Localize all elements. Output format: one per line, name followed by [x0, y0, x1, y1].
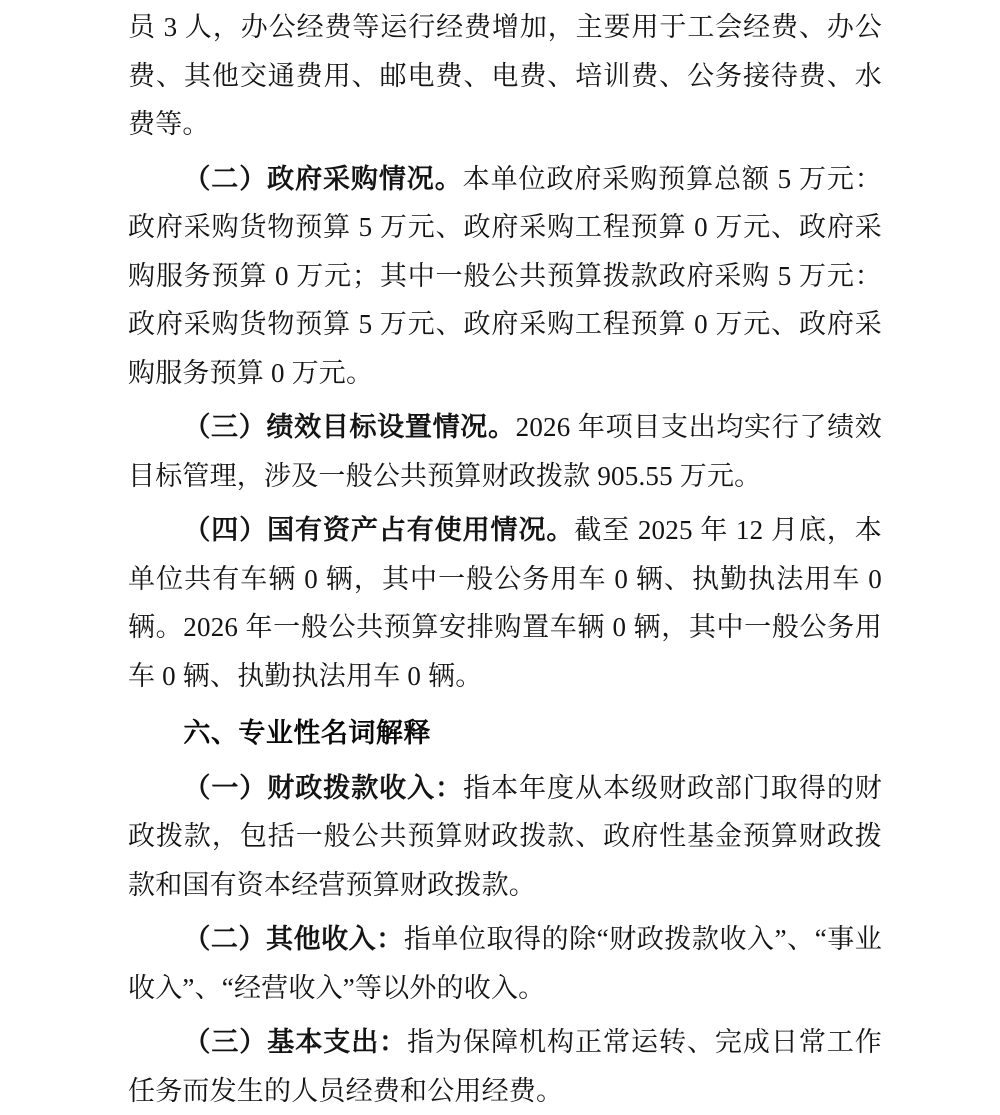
paragraph-lead: （二）政府采购情况。	[183, 163, 463, 194]
paragraph-text: 指单位取得的除“财政拨款收入”、“事业收入”、“经营收入”等以外的收入。	[128, 924, 882, 1003]
paragraph-government-procurement	[128, 155, 882, 398]
paragraph-state-assets	[128, 506, 882, 700]
paragraph-term-other-income	[128, 915, 882, 1012]
paragraph-lead: （三）基本支出：	[183, 1027, 408, 1057]
paragraph-text: 指本年度从本级财政部门取得的财政拨款，包括一般公共预算财政拨款、政府性基金预算财政拨款和国有资本经营预算财政拨款。	[128, 772, 883, 900]
paragraph-running-costs	[128, 3, 882, 149]
section-heading-terminology	[128, 709, 882, 758]
paragraph-lead: （三）绩效目标设置情况。	[183, 412, 516, 442]
paragraph-text: 员 3 人，办公经费等运行经费增加，主要用于工会经费、办公费、其他交通费用、邮电费、电费、培训费、公务接待费、水费等。	[128, 12, 882, 139]
paragraph-term-fiscal-appropriation-income	[128, 764, 882, 910]
paragraph-text: 指为保障机构正常运转、完成日常工作任务而发生的人员经费和公用经费。	[128, 1027, 882, 1106]
paragraph-term-basic-expenditure	[128, 1018, 882, 1115]
paragraph-lead: （二）其他收入：	[183, 924, 404, 954]
paragraph-lead: （一）财政拨款收入：	[183, 772, 464, 803]
paragraph-lead: （四）国有资产占有使用情况。	[183, 515, 575, 545]
paragraph-text: 截至 2025 年 12 月底，本单位共有车辆 0 辆，其中一般公务用车 0 辆、执勤执法用车 0 辆。2026 年一般公共预算安排购置车辆 0 辆，其中一般公务用车 0 辆、执勤执法用车 0 辆。	[128, 515, 882, 691]
section-heading-text: 六、专业性名词解释	[183, 718, 431, 748]
paragraph-text: 2026 年项目支出均实行了绩效目标管理，涉及一般公共预算财政拨款 905.55 万元。	[128, 412, 882, 491]
paragraph-text: 本单位政府采购预算总额 5 万元：政府采购货物预算 5 万元、政府采购工程预算 0 万元、政府采购服务预算 0 万元；其中一般公共预算拨款政府采购 5 万元：政府采购货物预算 5 万元、政府采购工程预算 0 万元、政府采购服务预算 0 万元。	[128, 163, 883, 388]
paragraph-performance-targets	[128, 403, 882, 500]
